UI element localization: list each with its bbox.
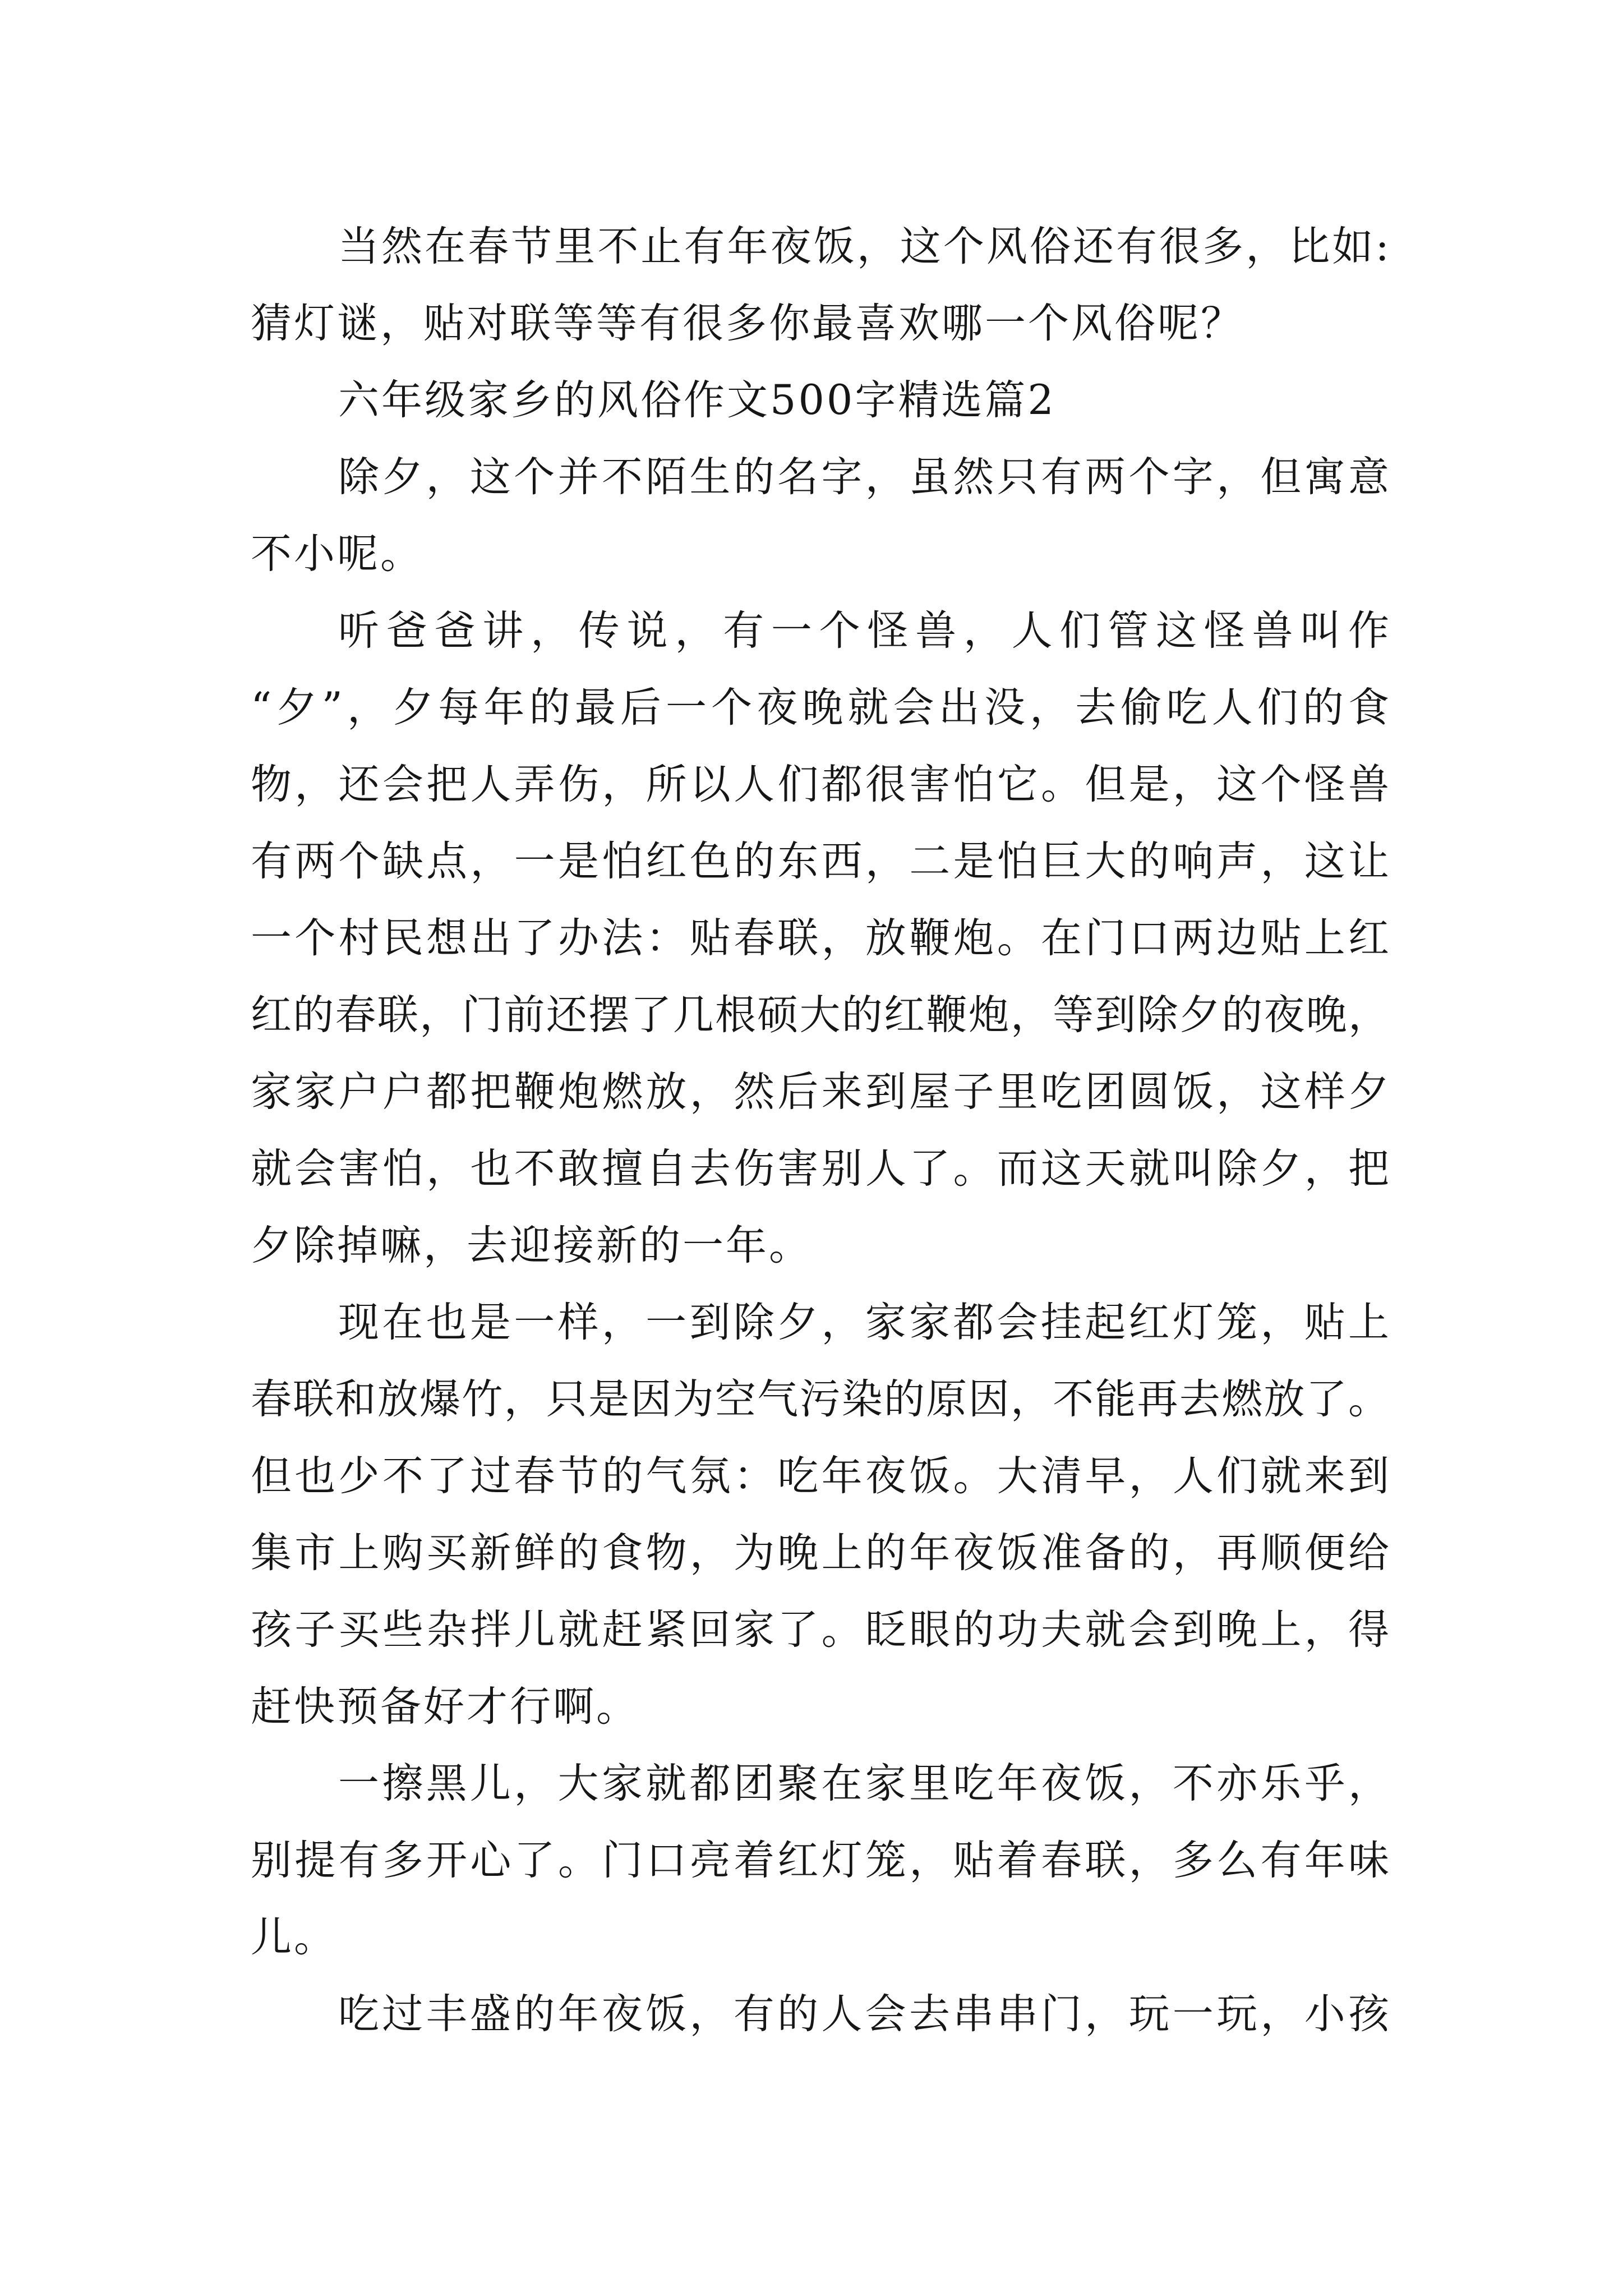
section-title: 六年级家乡的风俗作文500字精选篇2 xyxy=(338,376,1056,424)
paragraph xyxy=(251,1284,1389,1745)
paragraph-line: 就会害怕，也不敢擅自去伤害别人了。而这天就叫除夕，把 xyxy=(251,1145,1389,1193)
paragraph-line: 当然在春节里不止有年夜饭，这个风俗还有很多，比如: xyxy=(338,223,1389,270)
paragraph-line: 不小呢。 xyxy=(251,530,423,578)
paragraph-line: 一擦黑儿，大家就都团聚在家里吃年夜饭，不亦乐乎， xyxy=(338,1760,1389,1807)
paragraph xyxy=(251,1745,1389,1976)
paragraph xyxy=(251,1976,1389,2053)
paragraph xyxy=(251,439,1389,592)
paragraph-line: 吃过丰盛的年夜饭，有的人会去串串门，玩一玩，小孩 xyxy=(338,1990,1389,2038)
paragraph-line: 集市上购买新鲜的食物，为晚上的年夜饭准备的，再顺便给 xyxy=(251,1529,1389,1577)
paragraph-line: 现在也是一样，一到除夕，家家都会挂起红灯笼，贴上 xyxy=(338,1299,1389,1346)
paragraph-line: 一个村民想出了办法：贴春联，放鞭炮。在门口两边贴上红 xyxy=(251,914,1389,962)
paragraph-line: 赶快预备好才行啊。 xyxy=(251,1683,639,1731)
paragraph-line: “夕”，夕每年的最后一个夜晚就会出没，去偷吃人们的食 xyxy=(251,684,1389,731)
paragraph-line: 家家户户都把鞭炮燃放，然后来到屋子里吃团圆饭，这样夕 xyxy=(251,1068,1389,1116)
paragraph xyxy=(251,592,1389,1284)
essay-text xyxy=(251,208,1389,2053)
paragraph-line: 有两个缺点，一是怕红色的东西，二是怕巨大的响声，这让 xyxy=(251,838,1389,885)
paragraph-line: 但也少不了过春节的气氛：吃年夜饭。大清早，人们就来到 xyxy=(251,1452,1389,1500)
paragraph-line: 夕除掉嘛，去迎接新的一年。 xyxy=(251,1222,812,1269)
paragraph-line: 孩子买些杂拌儿就赶紧回家了。眨眼的功夫就会到晚上，得 xyxy=(251,1606,1389,1654)
paragraph-line: 儿。 xyxy=(251,1913,337,1961)
paragraph-line: 听爸爸讲，传说，有一个怪兽，人们管这怪兽叫作 xyxy=(338,607,1389,655)
paragraph-line: 红的春联，门前还摆了几根硕大的红鞭炮，等到除夕的夜晚， xyxy=(251,991,1389,1039)
paragraph-continued xyxy=(251,208,1389,362)
paragraph-line: 别提有多开心了。门口亮着红灯笼，贴着春联，多么有年味 xyxy=(251,1837,1389,1884)
paragraph-line: 除夕，这个并不陌生的名字，虽然只有两个字，但寓意 xyxy=(338,453,1389,501)
paragraph-line: 猜灯谜，贴对联等等有很多你最喜欢哪一个风俗呢？ xyxy=(251,300,1244,347)
paragraph-line: 春联和放爆竹，只是因为空气污染的原因，不能再去燃放了。 xyxy=(251,1375,1389,1423)
paragraph-line: 物，还会把人弄伤，所以人们都很害怕它。但是，这个怪兽 xyxy=(251,761,1389,808)
